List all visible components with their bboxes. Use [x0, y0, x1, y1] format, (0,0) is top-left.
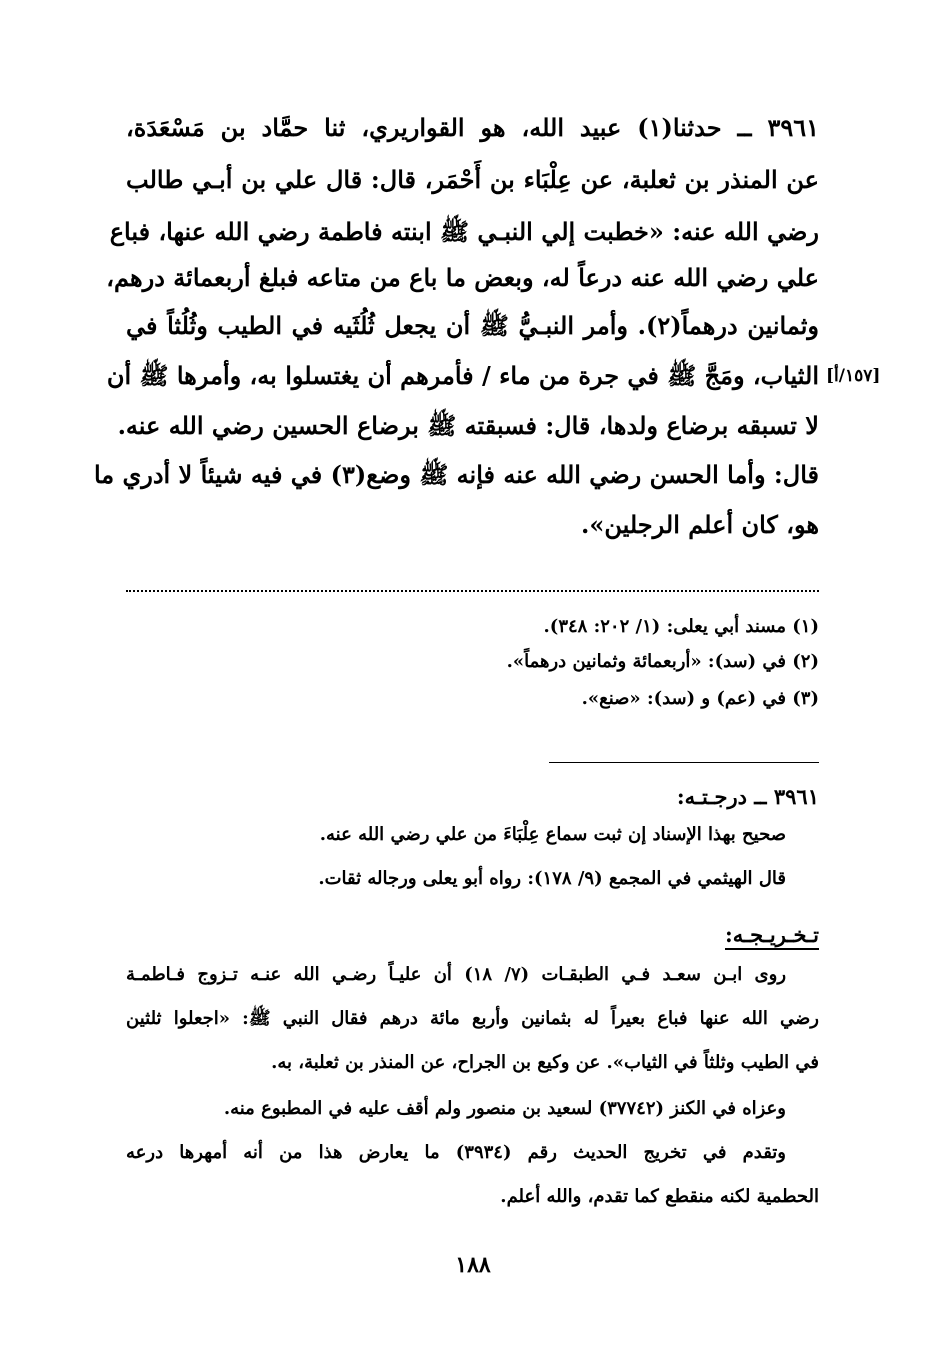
footnote: (٣) في (عم) و (سد): «صنع».	[581, 688, 819, 709]
takhrij-line: رضي الله عنها فباع بعيراً له بثمانين وأربع مائة درهم فقال النبي ﷺ: «اجعلوا ثلثين	[126, 1008, 819, 1029]
footnote: (٢) في (سد): «أربعمائة وثمانين درهماً».	[506, 651, 819, 672]
footnote: (١) مسند أبي يعلى: (١/ ٢٠٢: ٣٤٨).	[543, 616, 819, 637]
grading-heading: ٣٩٦١ ــ درجـتـه:	[676, 784, 819, 809]
grading-line: صحيح بهذا الإسناد إن ثبت سماع عِلْبَاءَ من علي رضي الله عنه.	[319, 824, 786, 845]
hadith-line: رضي الله عنه: «خطبت إلي النبـي ﷺ ابنته فاطمة رضي الله عنها، فباع	[109, 217, 819, 246]
takhrij-line: في الطيب وثلثاً في الثياب». عن وكيع بن الجراح، عن المنذر بن ثعلبة، به.	[271, 1052, 819, 1073]
hadith-line: هو، كان أعلم الرجلين».	[580, 510, 819, 539]
hadith-line: لا تسبقه برضاع ولدها، قال: فسبقته ﷺ برضاع الحسين رضي الله عنه.	[117, 411, 819, 440]
hadith-line: وثمانين درهماً(٢). وأمر النبـيُّ ﷺ أن يجعل ثُلُثَيه في الطيب وثُلُثاً في	[126, 311, 819, 340]
takhrij-heading	[725, 922, 819, 947]
grading-line: قال الهيثمي في المجمع (٩/ ١٧٨): رواه أبو يعلى ورجاله ثقات.	[318, 868, 786, 889]
takhrij-heading-text: تـخـريـجـه:	[725, 922, 819, 950]
takhrij-line: الحطمية لكنه منقطع كما تقدم، والله أعلم.	[500, 1186, 819, 1207]
hadith-line: ٣٩٦١ ــ حدثنا(١) عبيد الله، هو القواريري، ثنا حمَّاد بن مَسْعَدَة،	[126, 113, 819, 142]
hadith-line: الثياب، ومَجَّ ﷺ في جرة من ماء / فأمرهم أن يغتسلوا به، وأمرها ﷺ أن	[106, 361, 819, 390]
takhrij-line: وعزاه في الكنز (٣٧٧٤٢) لسعيد بن منصور ولم أقف عليه في المطبوع منه.	[223, 1098, 786, 1119]
manuscript-folio-marker: [١٥٧/أ]	[826, 366, 881, 386]
hadith-line: عن المنذر بن ثعلبة، عن عِلْبَاء بن أَحْمَر، قال: قال علي بن أبـي طالب	[126, 165, 819, 194]
section-divider	[549, 762, 819, 763]
takhrij-line: وتقدم في تخريج الحديث رقم (٣٩٣٤) ما يعارض هذا من أنه أمهرها درعه	[126, 1142, 786, 1163]
page-number: ١٨٨	[455, 1252, 491, 1278]
hadith-line: علي رضي الله عنه درعاً له، وبعض ما باع من متاعه فبلغ أربعمائة درهم،	[106, 263, 819, 292]
footnote-separator	[126, 590, 819, 596]
takhrij-line: روى ابـن سعـد فـي الطبقـات (٧/ ١٨) أن عليـاً رضـي الله عنـه تـزوج فـاطمـة	[126, 964, 787, 985]
hadith-line: قال: وأما الحسن رضي الله عنه فإنه ﷺ وضع(٣) في فيه شيئاً لا أدري ما	[93, 460, 819, 489]
